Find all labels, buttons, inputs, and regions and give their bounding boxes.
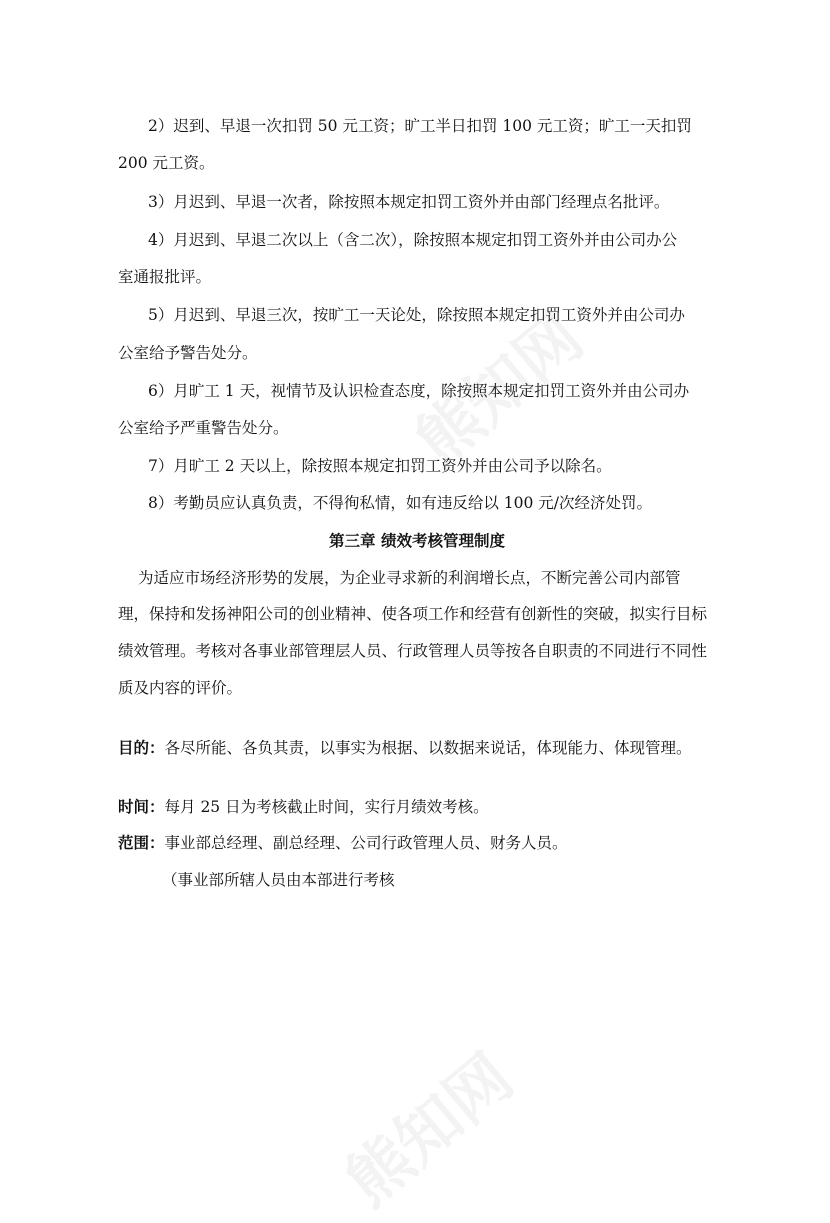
purpose-row bbox=[118, 737, 692, 759]
watermark bbox=[323, 1029, 529, 1223]
rule-item-5-line2: 公室给予警告处分。 bbox=[118, 344, 258, 362]
scope-note: （事业部所辖人员由本部进行考核 bbox=[162, 871, 395, 889]
rule-item-3: 3）月迟到、早退一次者，除按照本规定扣罚工资外并由部门经理点名批评。 bbox=[148, 193, 670, 211]
rule-item-2-line1: 2）迟到、早退一次扣罚 50 元工资；旷工半日扣罚 100 元工资；旷工一天扣罚 bbox=[148, 117, 692, 135]
intro-line-4: 质及内容的评价。 bbox=[118, 679, 243, 697]
rule-item-7: 7）月旷工 2 天以上，除按照本规定扣罚工资外并由公司予以除名。 bbox=[148, 457, 612, 475]
purpose-label: 目的： bbox=[118, 739, 165, 757]
time-label: 时间： bbox=[118, 798, 165, 816]
rule-item-2-line2: 200 元工资。 bbox=[118, 154, 215, 172]
scope-text: 事业部总经理、副总经理、公司行政管理人员、财务人员。 bbox=[164, 834, 568, 852]
rule-item-6-line2: 公室给予严重警告处分。 bbox=[118, 419, 289, 437]
rule-item-4-line1: 4）月迟到、早退二次以上（含二次），除按照本规定扣罚工资外并由公司办公 bbox=[148, 231, 678, 249]
rule-item-4-line2: 室通报批评。 bbox=[118, 268, 212, 286]
rule-item-6-line1: 6）月旷工 1 天，视情节及认识检查态度，除按照本规定扣罚工资外并由公司办 bbox=[148, 382, 690, 400]
intro-line-3: 绩效管理。考核对各事业部管理层人员、行政管理人员等按各自职责的不同进行不同性 bbox=[118, 642, 708, 660]
chapter-title: 第三章 绩效考核管理制度 bbox=[329, 532, 505, 550]
scope-label: 范围： bbox=[118, 834, 165, 852]
scope-row bbox=[118, 832, 568, 854]
intro-line-1: 为适应市场经济形势的发展，为企业寻求新的利润增长点，不断完善公司内部管 bbox=[138, 569, 681, 587]
rule-item-5-line1: 5）月迟到、早退三次，按旷工一天论处，除按照本规定扣罚工资外并由公司办 bbox=[148, 306, 685, 324]
purpose-text: 各尽所能、各负其责，以事实为根据、以数据来说话，体现能力、体现管理。 bbox=[164, 739, 692, 757]
rule-item-8: 8）考勤员应认真负责，不得徇私情，如有违反给以 100 元/次经济处罚。 bbox=[148, 494, 653, 512]
time-row bbox=[118, 796, 489, 818]
intro-line-2: 理，保持和发扬神阳公司的创业精神、使各项工作和经营有创新性的突破，拟实行目标 bbox=[118, 605, 708, 623]
time-text: 每月 25 日为考核截止时间，实行月绩效考核。 bbox=[164, 798, 489, 816]
